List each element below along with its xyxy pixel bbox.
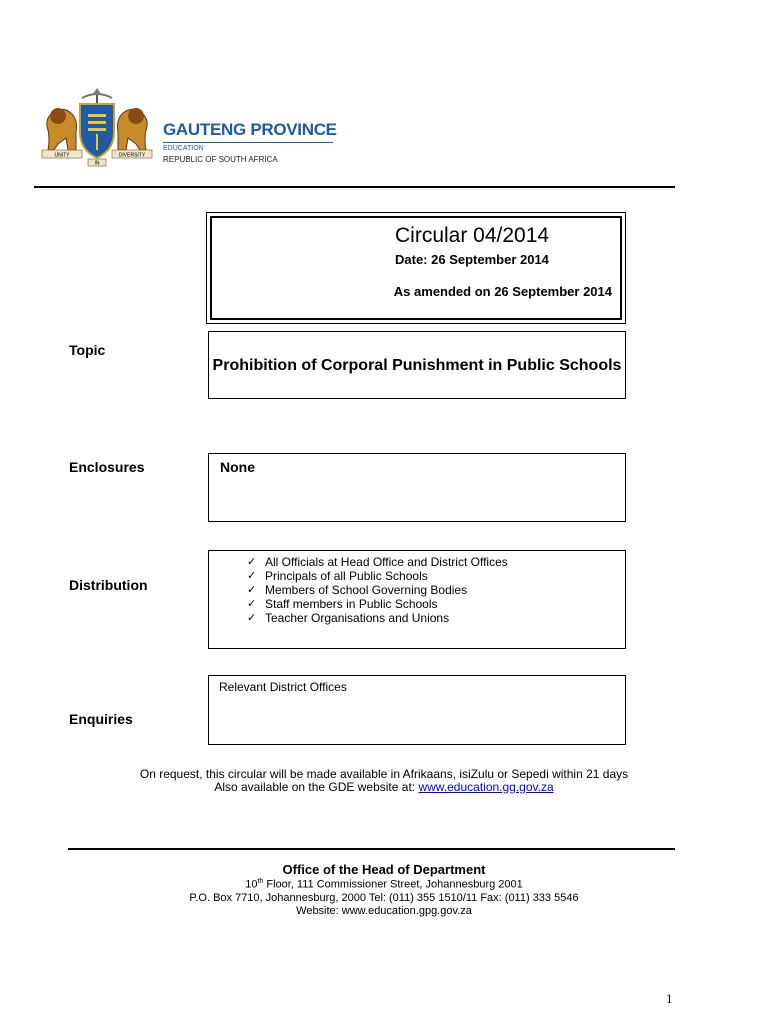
- brand-divider: [163, 142, 333, 143]
- list-item: ✓ Teacher Organisations and Unions: [247, 611, 450, 625]
- language-note: On request, this circular will be made available in Afrikaans, isiZulu or Sepedi within 21 days: [139, 767, 629, 781]
- distribution-box: [208, 550, 626, 649]
- circular-title-box: [206, 212, 626, 324]
- checkmark-icon: ✓: [247, 612, 257, 624]
- org-name: GAUTENG PROVINCE: [163, 120, 337, 139]
- motto-left: UNITY: [54, 152, 70, 159]
- website-link[interactable]: www.education.gg.gov.za: [418, 780, 554, 794]
- footer-address: 10th Floor, 111 Commissioner Street, Johannesburg 2001: [245, 878, 523, 891]
- distribution-list: [247, 555, 508, 625]
- dept-name: EDUCATION: [163, 145, 204, 152]
- list-item: ✓ Members of School Governing Bodies: [247, 583, 468, 597]
- footer-po-box: P.O. Box 7710, Johannesburg, 2000 Tel: (011) 355 1510/11 Fax: (011) 333 5546: [189, 892, 579, 904]
- page-number: 1: [666, 991, 673, 1006]
- header-divider: [34, 186, 675, 188]
- circular-amended: As amended on 26 September 2014: [393, 284, 612, 299]
- enquiries-label: Enquiries: [69, 711, 133, 727]
- footer-divider: [68, 848, 675, 850]
- enquiries-box: [208, 675, 626, 745]
- enquiries-text: Relevant District Offices: [219, 680, 347, 694]
- circular-number: Circular 04/2014: [395, 224, 550, 247]
- motto-mid: IN: [94, 160, 100, 167]
- footer-website: Website: www.education.gpg.gov.za: [296, 905, 472, 917]
- circular-date: Date: 26 September 2014: [395, 252, 549, 267]
- motto-right: DIVERSITY: [118, 152, 146, 159]
- enclosures-box: [208, 453, 626, 522]
- website-note-prefix: Also available on the GDE website at:: [214, 780, 419, 794]
- list-item: ✓ Staff members in Public Schools: [247, 597, 438, 611]
- country-name: REPUBLIC OF SOUTH AFRICA: [163, 155, 278, 164]
- distribution-label: Distribution: [69, 577, 148, 593]
- checkmark-icon: ✓: [247, 556, 257, 568]
- topic-text: Prohibition of Corporal Punishment in Public Schools: [212, 357, 622, 374]
- list-item: ✓ All Officials at Head Office and District Offices: [247, 555, 508, 569]
- list-item: ✓ Principals of all Public Schools: [247, 569, 428, 583]
- checkmark-icon: ✓: [247, 584, 257, 596]
- enclosures-label: Enclosures: [69, 459, 145, 475]
- website-note: [0, 780, 768, 794]
- topic-box: [208, 331, 626, 399]
- checkmark-icon: ✓: [247, 570, 257, 582]
- checkmark-icon: ✓: [247, 598, 257, 610]
- coat-of-arms-logo: [38, 88, 156, 168]
- enclosures-text: None: [220, 459, 255, 475]
- footer-title: Office of the Head of Department: [282, 862, 486, 877]
- topic-label: Topic: [69, 342, 106, 358]
